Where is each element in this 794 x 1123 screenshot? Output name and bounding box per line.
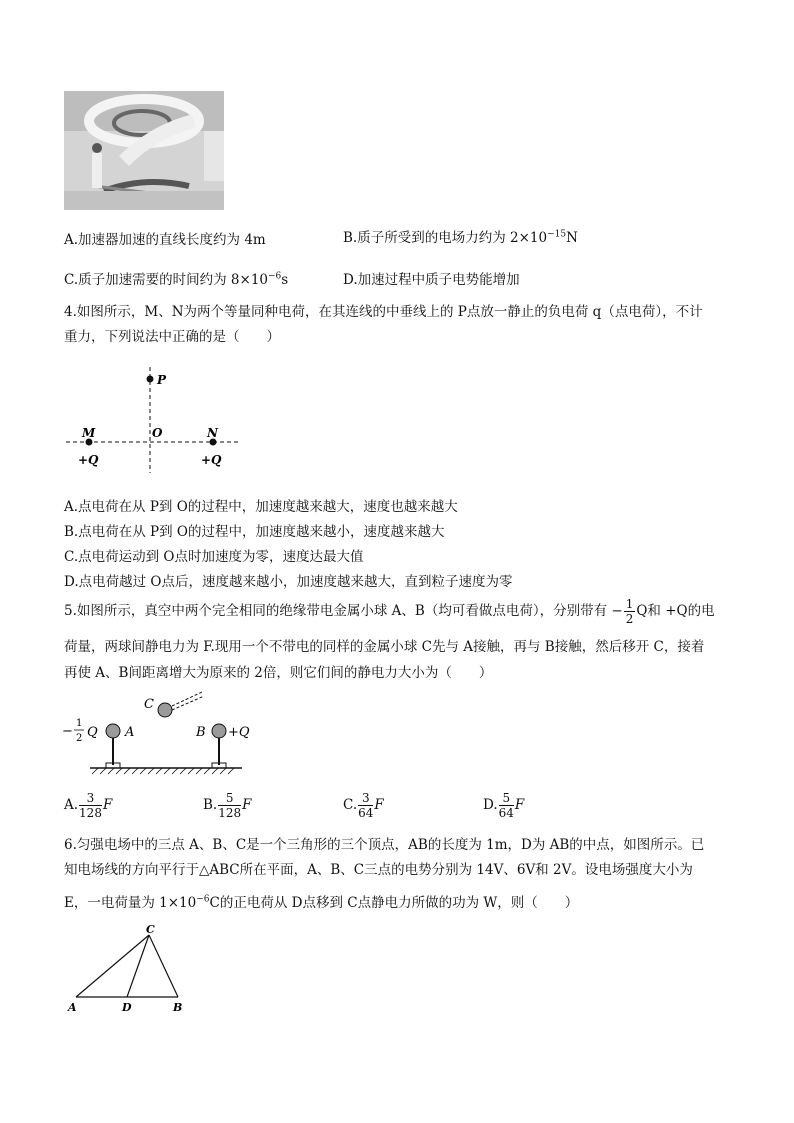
label-plus-q: +Q	[228, 725, 250, 740]
q4-option-a[interactable]: A.点电荷在从 P到 O的过程中，加速度越来越大，速度也越来越大	[64, 499, 458, 515]
q6-stem-line2: 知电场线的方向平行于△ABC所在平面，A、B、C三点的电势分别为 14V、6V和 2V。设电场强度大小为	[64, 862, 693, 878]
q5-option-c[interactable]	[343, 792, 384, 819]
label-minus: −	[62, 724, 73, 739]
q5-option-d-unit: F	[514, 797, 525, 813]
q4-stem-line2: 重力，下列说法中正确的是（ ）	[64, 329, 280, 345]
label-p: P	[157, 373, 167, 387]
q4-option-d[interactable]: D.点电荷越过 O点后，速度越来越小，加速度越来越大，直到粒子速度为零	[64, 574, 513, 590]
label-b: B	[173, 1001, 183, 1014]
q6-stem-line3-text: E，一电荷量为 1×10	[64, 895, 197, 911]
q5-option-b-label: B.	[203, 797, 218, 813]
label-c: C	[146, 925, 155, 936]
q3-option-b-text: B.质子所受到的电场力约为 2×10	[343, 230, 548, 246]
q4-stem-line1: 4.如图所示，M、N为两个等量同种电荷，在其连线的中垂线上的 P点放一静止的负电荷 q（点电荷），不计	[64, 304, 703, 320]
label-m-charge: +Q	[78, 453, 99, 467]
q5-stem-line3: 再使 A、B间距离增大为原来的 2倍，则它们间的静电力大小为（ ）	[64, 665, 493, 681]
label-d: D	[122, 1001, 132, 1014]
q6-stem-line3-tail: C的正电荷从 D点移到 C点静电力所做的功为 W，则（ ）	[209, 895, 579, 911]
sphere-a	[106, 724, 120, 738]
q5-option-b-num: 5	[218, 792, 241, 806]
label-m: M	[82, 426, 96, 440]
label-c: C	[144, 697, 154, 712]
q5-option-d-num: 5	[499, 792, 514, 806]
accelerator-photo	[64, 91, 224, 210]
q6-triangle-figure	[64, 925, 194, 1015]
q5-stem-fraction: $\frac{1}{2}$	[625, 597, 634, 626]
q5-spheres-figure	[62, 688, 262, 780]
q3-option-c-text: C.质子加速需要的时间约为 8×10	[64, 272, 269, 288]
q5-option-b-den: 128	[218, 806, 242, 820]
label-half-num: 1	[76, 718, 83, 729]
q5-option-b[interactable]	[203, 792, 252, 819]
label-b: B	[196, 725, 206, 740]
label-n-charge: +Q	[201, 453, 222, 467]
q3-option-d[interactable]: D.加速过程中质子电势能增加	[343, 272, 520, 288]
q5-option-d-den: 64	[498, 806, 514, 820]
q3-option-b-exponent: −15	[547, 229, 567, 240]
q5-option-a-label: A.	[64, 797, 79, 813]
label-a: A	[125, 725, 135, 740]
q5-option-a-num: 3	[79, 792, 102, 806]
q5-option-c-unit: F	[374, 797, 384, 813]
label-a: A	[68, 1001, 77, 1014]
q5-option-a-den: 128	[79, 806, 102, 820]
label-q: Q	[87, 725, 98, 740]
label-n: N	[207, 426, 218, 440]
sphere-c	[158, 703, 172, 717]
q6-stem-line3-exponent: −6	[196, 894, 210, 905]
q3-option-c-unit: s	[281, 272, 289, 288]
q5-option-d[interactable]	[483, 792, 524, 819]
q5-option-c-den: 64	[358, 806, 374, 820]
point-p-dot	[147, 376, 154, 383]
q5-option-c-label: C.	[343, 797, 358, 813]
q5-stem-line1-tail: Q和 +Q的电	[636, 603, 715, 619]
q5-option-c-num: 3	[358, 792, 373, 806]
label-o: O	[152, 426, 163, 440]
q5-stem-line1-text: 5.如图所示，真空中两个完全相同的绝缘带电金属小球 A、B（均可看做点电荷），分别带有 −	[64, 603, 623, 619]
q5-stem-line2: 荷量，两球间静电力为 F.现用一个不带电的同样的金属小球 C先与 A接触，再与 B接触，然后移开 C，接着	[64, 639, 705, 655]
q3-option-b-unit: N	[566, 230, 578, 246]
q6-stem-line3	[64, 891, 578, 911]
q4-charge-figure	[64, 365, 244, 475]
q4-option-c[interactable]: C.点电荷运动到 O点时加速度为零，速度达最大值	[64, 549, 364, 565]
q3-option-a[interactable]: A.加速器加速的直线长度约为 4m	[64, 232, 266, 248]
q5-stem-line1	[64, 598, 715, 625]
sphere-b	[212, 724, 226, 738]
q5-option-a[interactable]	[64, 792, 112, 819]
q5-option-a-unit: F	[102, 797, 113, 813]
q4-option-b[interactable]: B.点电荷在从 P到 O的过程中，加速度越来越小，速度越来越大	[64, 524, 445, 540]
q3-option-b[interactable]	[343, 226, 578, 246]
q3-option-c-exponent: −6	[268, 271, 282, 282]
label-half-den: 2	[76, 733, 83, 744]
q3-option-c[interactable]	[64, 268, 288, 288]
q6-stem-line1: 6.匀强电场中的三点 A、B、C是一个三角形的三个顶点，AB的长度为 1m，D为 AB的中点，如图所示。已	[64, 837, 705, 853]
q5-option-d-label: D.	[483, 797, 498, 813]
q5-option-b-unit: F	[242, 797, 252, 813]
